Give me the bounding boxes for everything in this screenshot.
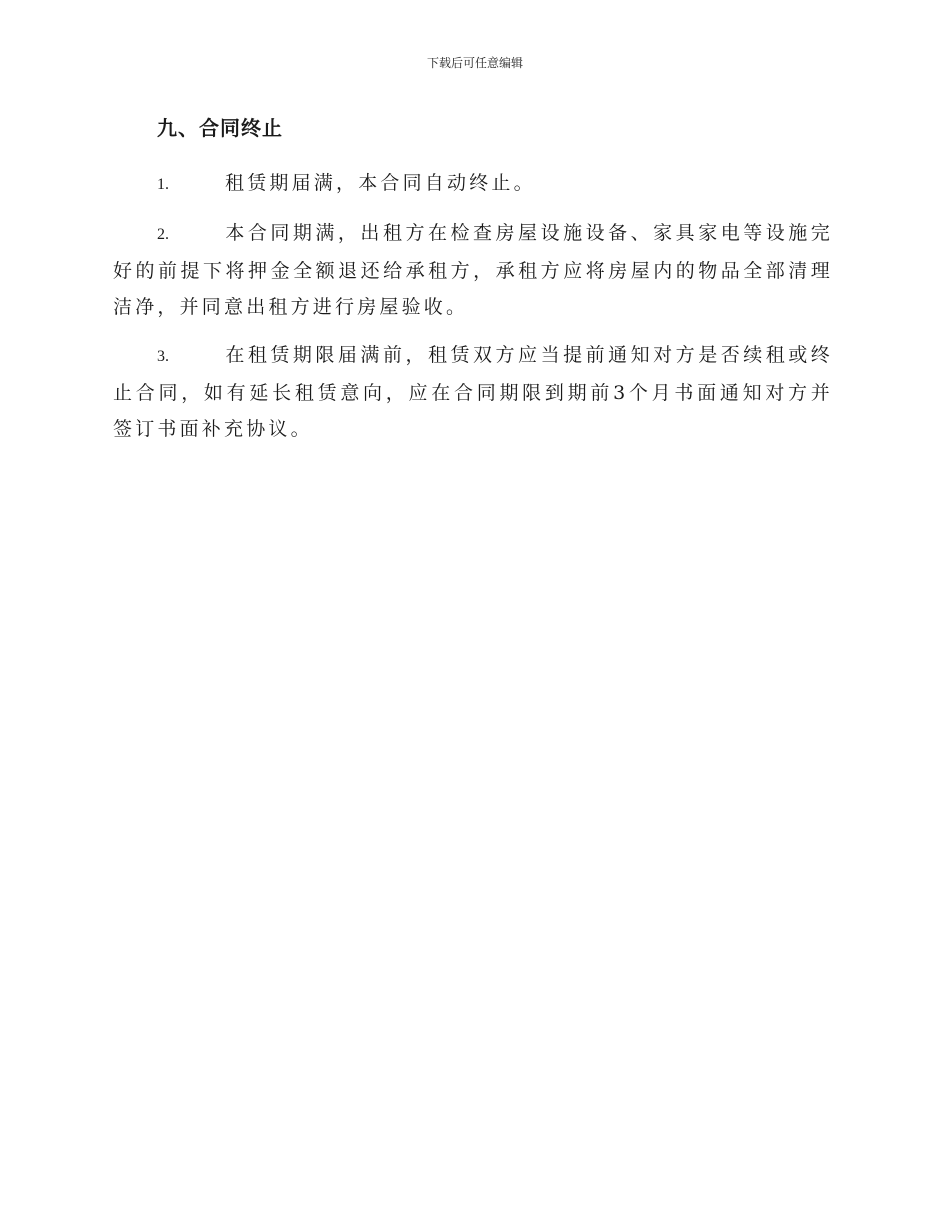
clause-3 <box>113 337 833 447</box>
clause-2-number: 2. <box>157 226 169 243</box>
clause-1 <box>113 165 833 203</box>
section-title: 九、合同终止 <box>157 116 283 140</box>
clause-1-number: 1. <box>157 176 169 193</box>
clause-1-text: 租赁期届满，本合同自动终止。 <box>225 172 536 194</box>
clause-3-text: 在租赁期限届满前，租赁双方应当提前通知对方是否续租或终止合同，如有延长租赁意向，应在合同期限到期前3个月书面通知对方并签订书面补充协议。 <box>113 344 833 440</box>
clause-3-number: 3. <box>157 348 169 365</box>
clause-1-line <box>113 165 833 203</box>
header-note: 下载后可任意编辑 <box>426 56 523 70</box>
clause-2-text: 本合同期满，出租方在检查房屋设施设备、家具家电等设施完好的前提下将押金全额退还给承租方，承租方应将房屋内的物品全部清理洁净，并同意出租方进行房屋验收。 <box>113 222 833 318</box>
document-content <box>113 112 833 459</box>
clause-2 <box>113 215 833 325</box>
